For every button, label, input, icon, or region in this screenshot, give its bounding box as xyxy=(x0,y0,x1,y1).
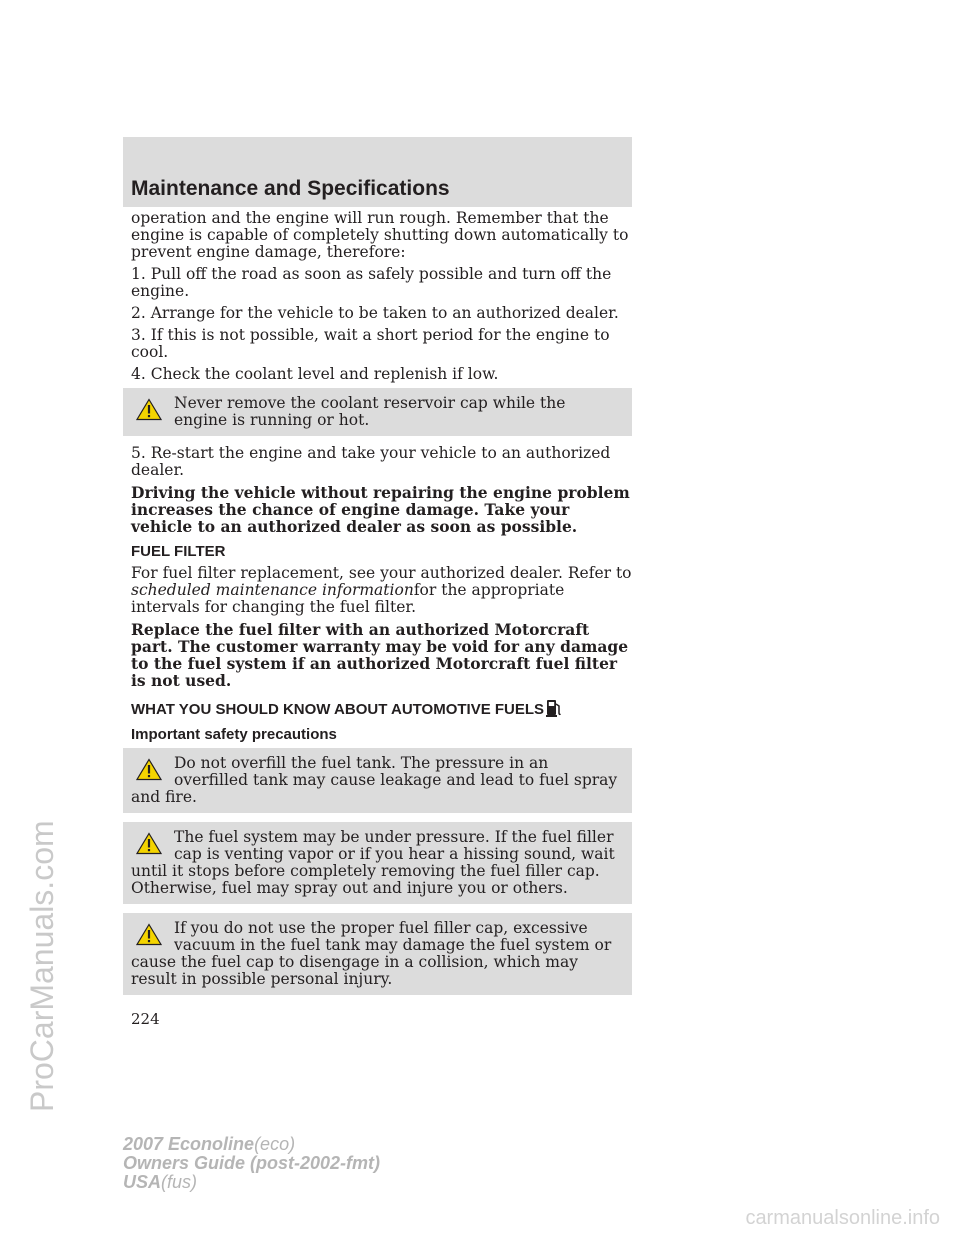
step-5: 5. Re-start the engine and take your vehicle to an authorized dealer. xyxy=(131,444,611,479)
step-4: 4. Check the coolant level and replenish if low. xyxy=(131,365,499,383)
footer-region-code: (fus) xyxy=(161,1172,198,1192)
warning-triangle-icon xyxy=(136,758,162,781)
warning-box-filler-cap xyxy=(123,913,632,995)
fuel-pump-icon xyxy=(546,697,562,717)
warning-text: Do not overfill the fuel tank. The pressure in an overfilled tank may cause leakage and lead to fuel spray and fire. xyxy=(131,754,618,806)
warning-triangle-icon xyxy=(136,398,162,421)
bottom-watermark: carmanualsonline.info xyxy=(745,1207,940,1229)
fuel-filter-notice: Replace the fuel filter with an authorized Motorcraft part. The customer warranty may be void for any damage to the fuel system if an authorized Motorcraft fuel filter is not used. xyxy=(131,620,629,690)
automotive-fuels-heading xyxy=(131,697,632,718)
fuel-filter-text-end: for the appropriate intervals for changing the fuel filter. xyxy=(131,581,565,616)
section-title: Maintenance and Specifications xyxy=(131,177,450,200)
warning-text: Never remove the coolant reservoir cap while the engine is running or hot. xyxy=(174,394,566,429)
safety-precautions-subheading: Important safety precautions xyxy=(131,726,337,743)
footer-model-line xyxy=(123,1135,380,1154)
page-number: 224 xyxy=(131,1010,160,1028)
footer-guide-line xyxy=(123,1154,380,1173)
footer-region: USA xyxy=(123,1172,162,1192)
warning-text: The fuel system may be under pressure. If the fuel filler cap is venting vapor or if you hear a hissing sound, wait until it stops before completely removing the fuel filler cap. Otherwise, fuel may spray out and injure you or others. xyxy=(131,828,615,897)
fuel-filter-paragraph xyxy=(131,565,632,616)
engine-notice: Driving the vehicle without repairing the engine problem increases the chance of engine damage. Take your vehicle to an authorized dealer as soon as possible. xyxy=(131,483,630,536)
fuel-filter-reference: scheduled maintenance information xyxy=(131,581,414,599)
automotive-fuels-heading-text: WHAT YOU SHOULD KNOW ABOUT AUTOMOTIVE FUELS xyxy=(131,701,545,718)
step-2: 2. Arrange for the vehicle to be taken to an authorized dealer. xyxy=(131,304,619,322)
side-watermark: ProCarManuals.com xyxy=(24,820,60,1112)
warning-box-pressure xyxy=(123,822,632,904)
footer-region-line xyxy=(123,1173,380,1192)
warning-box-coolant xyxy=(123,388,632,436)
intro-paragraph: operation and the engine will run rough. Remember that the engine is capable of completely shutting down automatically to prevent engine damage, therefore: xyxy=(131,209,629,261)
fuel-filter-heading: FUEL FILTER xyxy=(131,543,226,560)
step-3: 3. If this is not possible, wait a short period for the engine to cool. xyxy=(131,326,610,361)
warning-text: If you do not use the proper fuel filler cap, excessive vacuum in the fuel tank may damage the fuel system or cause the fuel cap to disengage in a collision, which may result in possible personal injury. xyxy=(131,919,612,988)
warning-triangle-icon xyxy=(136,923,162,946)
footer-model: 2007 Econoline xyxy=(123,1134,255,1154)
page-content xyxy=(131,210,632,1028)
fuel-filter-text-start: For fuel filter replacement, see your authorized dealer. Refer to xyxy=(131,564,632,582)
footer-model-code: (eco) xyxy=(254,1134,296,1154)
footer-guide: Owners Guide (post-2002-fmt) xyxy=(123,1153,381,1173)
document-footer xyxy=(123,1135,380,1192)
section-header xyxy=(123,137,632,207)
warning-box-overfill xyxy=(123,748,632,813)
step-1: 1. Pull off the road as soon as safely possible and turn off the engine. xyxy=(131,265,612,300)
warning-triangle-icon xyxy=(136,832,162,855)
